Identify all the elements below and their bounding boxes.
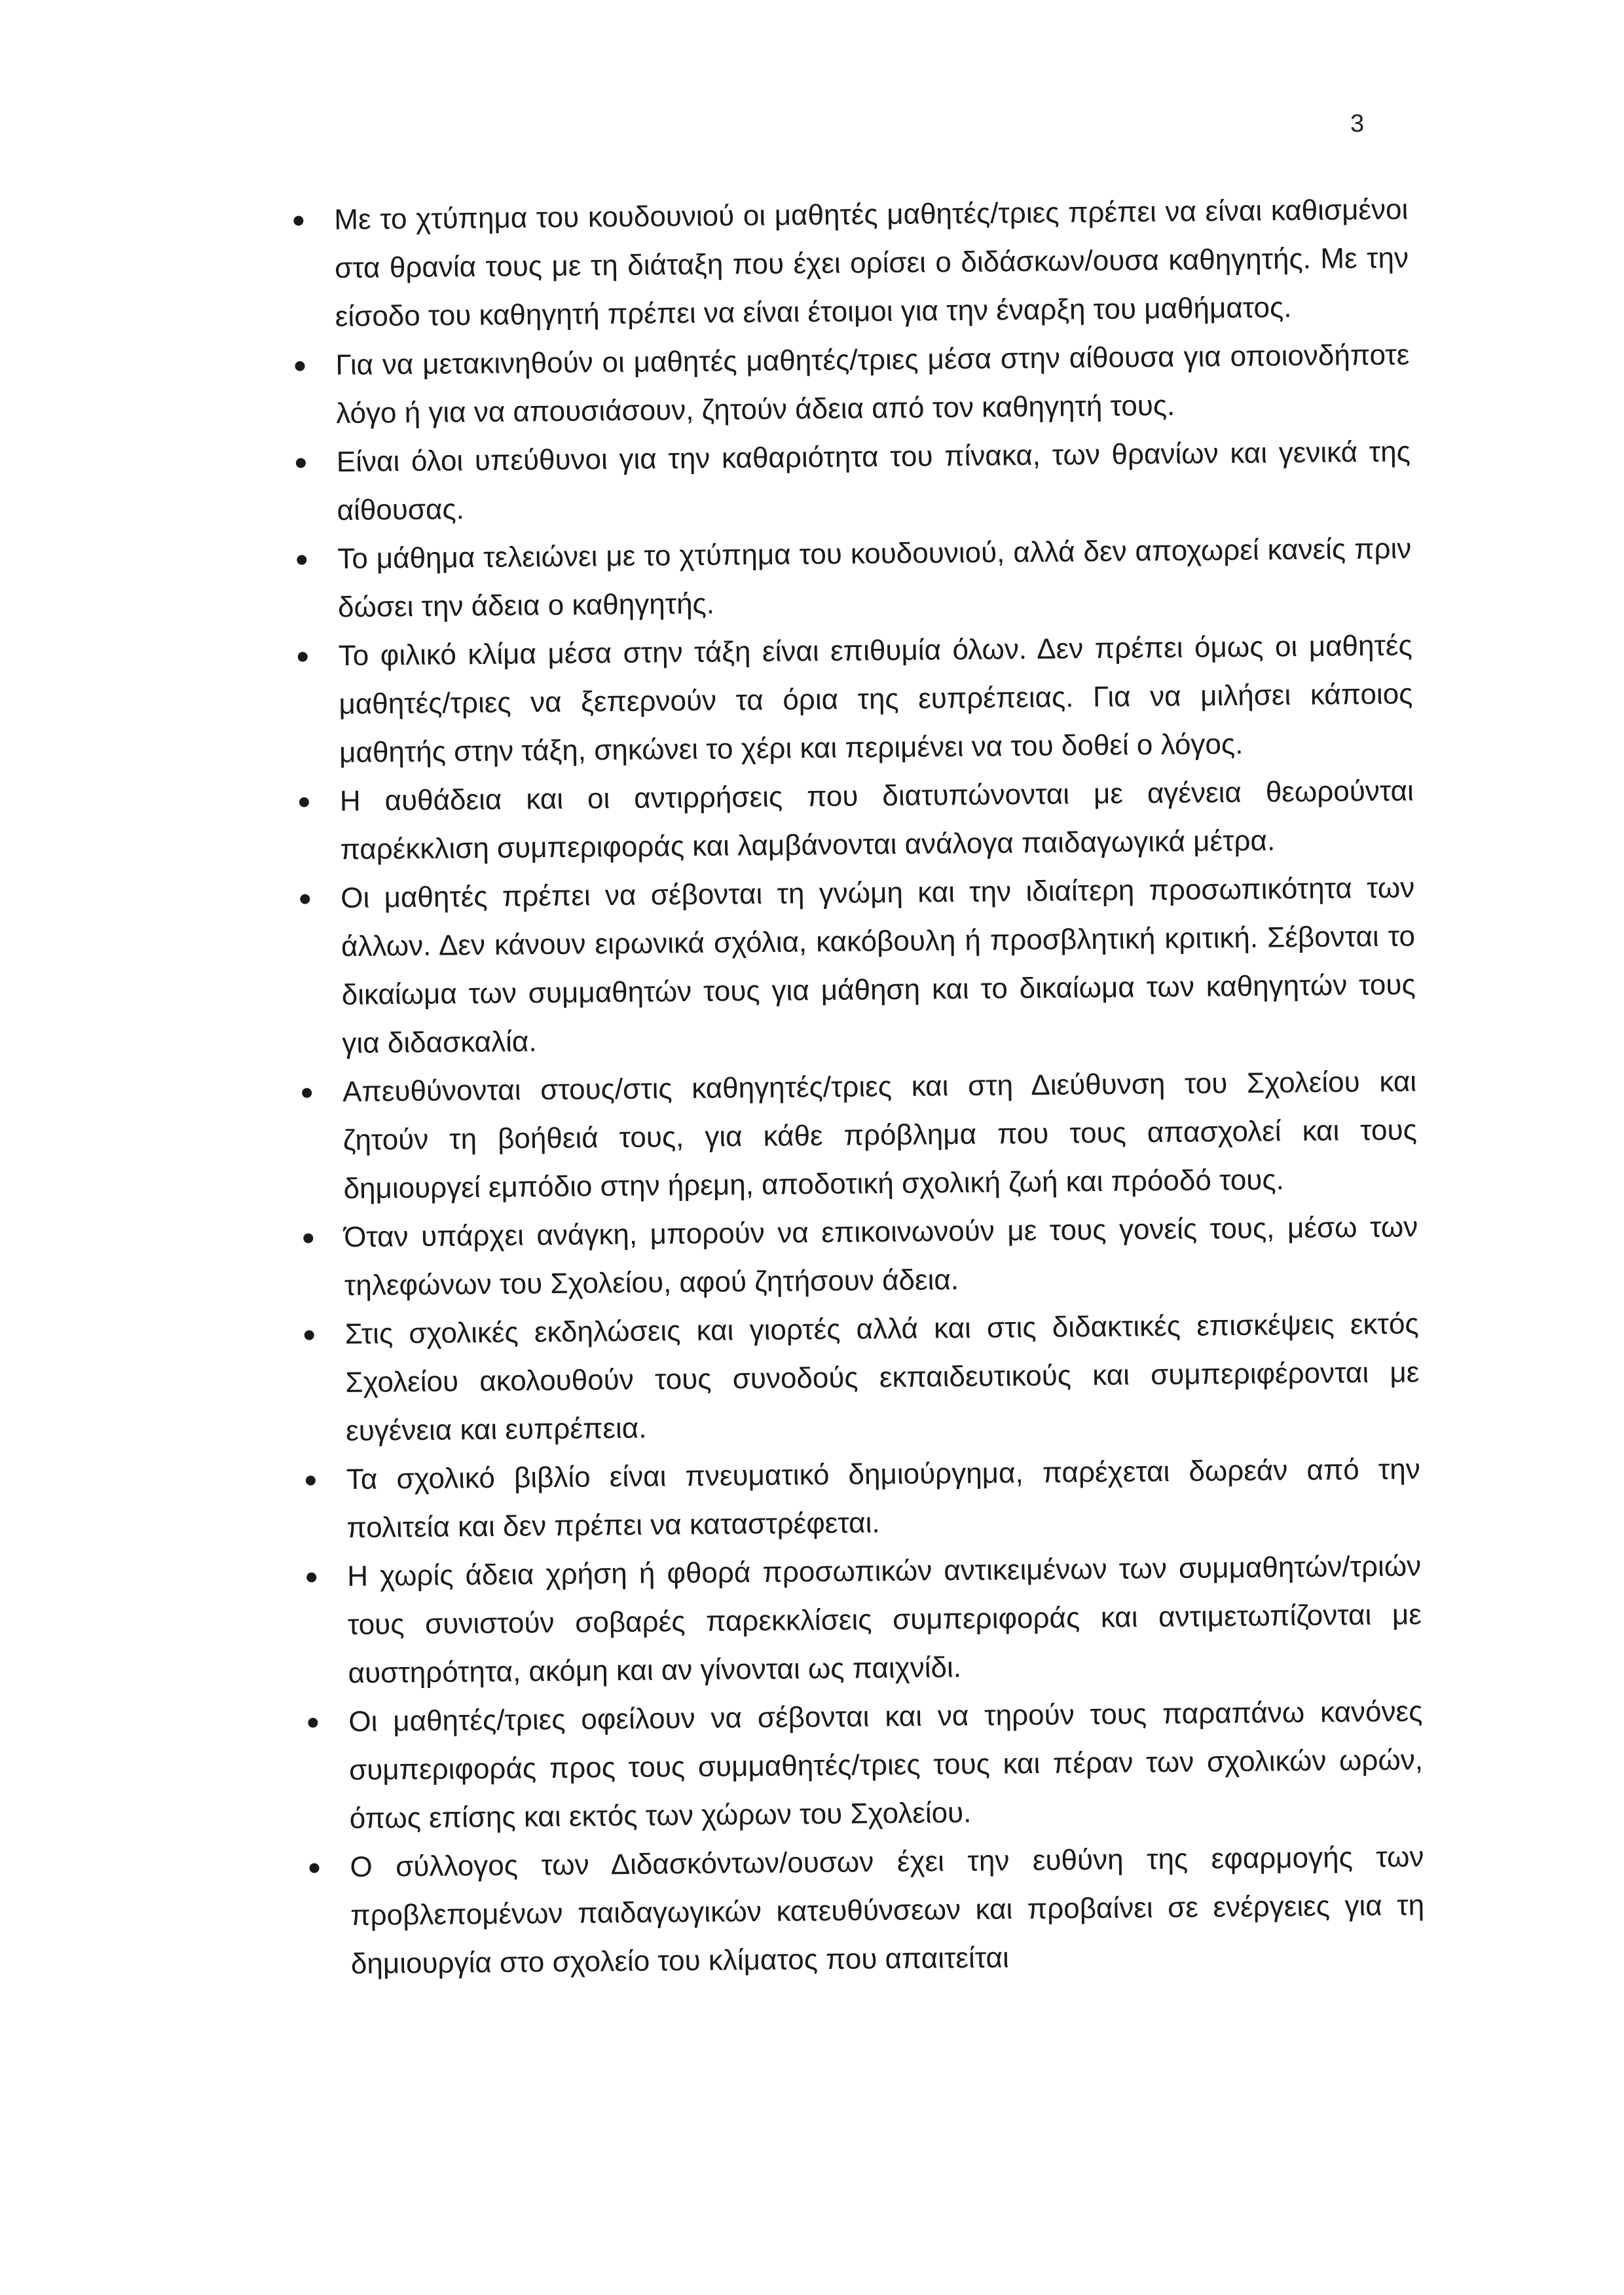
bullet-icon — [293, 216, 303, 226]
rule-text: Απευθύνονται στους/στις καθηγητές/τριες και στη Διεύθυνση του Σχολείου και ζητούν τη βοήθειά τους, για κάθε πρόβλημα που τους απασχολεί και τους δημιουργεί εμπόδιο στην ήρεμη, αποδοτική σχολική ζωή και πρόοδό τους. — [342, 1065, 1418, 1205]
bullet-icon — [309, 1863, 319, 1873]
rule-text: Οι μαθητές/τριες οφείλουν να σέβονται και να τηρούν τους παραπάνω κανόνες συμπεριφοράς προς τους συμμαθητές/τριες τους και πέραν των σχολικών ωρών, όπως επίσης και εκτός των χώρων του Σχολείου. — [348, 1695, 1424, 1835]
bullet-icon — [298, 652, 308, 662]
bullet-icon — [295, 361, 304, 371]
rule-text: Η αυθάδεια και οι αντιρρήσεις που διατυπώνονται με αγένεια θεωρούνται παρέκκλιση συμπεριφοράς και λαμβάνονται ανάλογα παιδαγωγικά μέτρα. — [339, 775, 1414, 866]
rule-text: Το μάθημα τελειώνει με το χτύπημα του κουδουνιού, αλλά δεν αποχωρεί κανείς πριν δώσει την άδεια ο καθηγητής. — [337, 532, 1412, 624]
page-number: 3 — [1350, 110, 1365, 138]
bullet-icon — [306, 1572, 316, 1582]
list-item — [281, 767, 1414, 875]
bullet-icon — [299, 798, 309, 807]
bullet-icon — [308, 1717, 318, 1727]
rule-text: Ο σύλλογος των Διδασκόντων/ουσων έχει την ευθύνη της εφαρμογής των προβλεπομένων παιδαγωγικών κατευθύνσεων και προβαίνει σε ενέργειες για τη δημιουργία στο σχολείο του κλίματος που απαιτείται — [350, 1841, 1425, 1981]
rule-text: Το φιλικό κλίμα μέσα στην τάξη είναι επιθυμία όλων. Δεν πρέπει όμως οι μαθητές μαθητές/τριες να ξεπερνούν τα όρια της ευπρέπειας. Για να μιλήσει κάποιος μαθητής στην τάξη, σηκώνει το χέρι και περιμένει να του δοθεί ο λόγος. — [338, 629, 1413, 769]
rule-text: Τα σχολικό βιβλίο είναι πνευματικό δημιούργημα, παρέχεται δωρεάν από την πολιτεία και δεν πρέπει να καταστρέφεται. — [346, 1453, 1420, 1545]
rule-text: Η χωρίς άδεια χρήση ή φθορά προσωπικών αντικειμένων των συμμαθητών/τριών τους συνιστούν σοβαρές παρεκκλίσεις συμπεριφοράς και αντιμετωπίζονται με αυστηρότητα, ακόμη και αν γίνονται ως παιχνίδι. — [347, 1550, 1422, 1690]
list-item — [288, 1542, 1422, 1698]
bullet-icon — [297, 555, 306, 565]
list-item — [282, 864, 1416, 1069]
list-item — [287, 1445, 1420, 1553]
rule-text: Στις σχολικές εκδηλώσεις και γιορτές αλλά και στις διδακτικές επισκέψεις εκτός Σχολείου ακολουθούν τους συνοδούς εκπαιδευτικούς και συμπεριφέρονται με ευγένεια και ευπρέπεια. — [344, 1308, 1420, 1448]
bullet-icon — [303, 1234, 313, 1243]
bullet-icon — [296, 458, 306, 468]
rule-text: Οι μαθητές πρέπει να σέβονται τη γνώμη και την ιδιαίτερη προσωπικότητα των άλλων. Δεν κάνουν ειρωνικά σχόλια, κακόβουλη ή προσβλητική κριτική. Σέβονται το δικαίωμα των συμμαθητών τους για μάθηση και το δικαίωμα των καθηγητών τους για διδασκαλία. — [341, 872, 1416, 1060]
list-item — [286, 1300, 1420, 1456]
list-item — [289, 1687, 1424, 1844]
rule-text: Είναι όλοι υπεύθυνοι για την καθαριότητα του πίνακα, των θρανίων και γενικά της αίθουσας. — [336, 435, 1411, 527]
bullet-icon — [302, 1088, 312, 1098]
bullet-icon — [304, 1331, 314, 1340]
rule-text: Για να μετακινηθούν οι μαθητές μαθητές/τριες μέσα στην αίθουσα για οποιονδήποτε λόγο ή για να απουσιάσουν, ζητούν άδεια από τον καθηγητή τους. — [335, 339, 1410, 430]
list-item — [284, 1057, 1418, 1214]
rule-text: Με το χτύπημα του κουδουνιού οι μαθητές μαθητές/τριες πρέπει να είναι καθισμένοι στα θρανία τους με τη διάταξη που έχει ορίσει ο διδάσκων/ουσα καθηγητής. Με την είσοδο του καθηγητή πρέπει να είναι έτοιμοι για την έναρξη του μαθήματος. — [334, 193, 1409, 333]
list-item — [278, 428, 1411, 536]
list-item — [278, 524, 1412, 633]
list-item — [276, 331, 1410, 439]
rule-text: Όταν υπάρχει ανάγκη, μπορούν να επικοινωνούν με τους γονείς τους, μέσω των τηλεφώνων του Σχολείου, αφού ζητήσουν άδεια. — [344, 1211, 1418, 1302]
rules-list — [275, 185, 1425, 1989]
list-item — [275, 185, 1409, 342]
list-item — [279, 621, 1413, 778]
bullet-icon — [306, 1475, 316, 1485]
bullet-icon — [300, 894, 310, 904]
list-item — [285, 1203, 1418, 1311]
list-item — [291, 1833, 1425, 1989]
